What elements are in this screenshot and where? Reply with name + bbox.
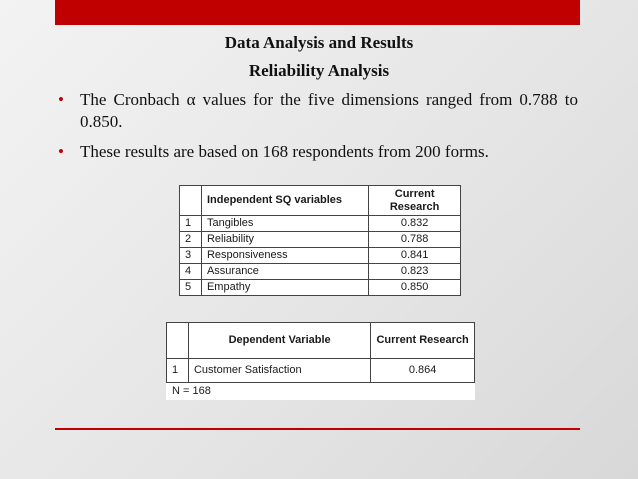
table-header-cell: Independent SQ variables (201, 186, 368, 216)
bullet-dot-icon: • (58, 90, 64, 109)
bullet-dot-icon: • (58, 142, 64, 161)
table-row (180, 264, 461, 280)
bottom-accent-line (55, 428, 580, 430)
table-header-cell: Current Research (369, 186, 461, 216)
table-row (180, 248, 461, 264)
variable-value: 0.864 (371, 359, 475, 383)
variable-name: Tangibles (201, 216, 368, 232)
variable-value: 0.850 (369, 280, 461, 296)
row-number: 1 (180, 216, 202, 232)
table-header-row (167, 323, 475, 359)
variable-value: 0.832 (369, 216, 461, 232)
table-header-cell: Current Research (371, 323, 475, 359)
variable-name: Responsiveness (201, 248, 368, 264)
row-number: 2 (180, 232, 202, 248)
bullet-text: These results are based on 168 respondents from 200 forms. (80, 142, 489, 161)
independent-variables-table (179, 185, 461, 296)
table-row (167, 359, 475, 383)
table-row (180, 216, 461, 232)
table-header-cell (180, 186, 202, 216)
bullet-list (58, 89, 578, 171)
sample-size-note: N = 168 (166, 383, 475, 400)
variable-value: 0.823 (369, 264, 461, 280)
table-header-cell: Dependent Variable (188, 323, 370, 359)
variable-name: Reliability (201, 232, 368, 248)
variable-name: Empathy (201, 280, 368, 296)
bullet-text: The Cronbach α values for the five dimensions ranged from 0.788 to 0.850. (80, 90, 578, 131)
dependent-variable-table (166, 322, 475, 383)
bullet-item (58, 141, 578, 163)
slide-subtitle: Reliability Analysis (248, 61, 390, 80)
row-number: 4 (180, 264, 202, 280)
slide-title: Data Analysis and Results (224, 33, 414, 52)
variable-name: Customer Satisfaction (188, 359, 370, 383)
row-number: 5 (180, 280, 202, 296)
table-header-cell (167, 323, 189, 359)
table-row (180, 280, 461, 296)
row-number: 1 (167, 359, 189, 383)
top-accent-bar (55, 0, 580, 25)
table-row (180, 232, 461, 248)
variable-name: Assurance (201, 264, 368, 280)
variable-value: 0.788 (369, 232, 461, 248)
row-number: 3 (180, 248, 202, 264)
bullet-item (58, 89, 578, 133)
variable-value: 0.841 (369, 248, 461, 264)
table-header-row (180, 186, 461, 216)
